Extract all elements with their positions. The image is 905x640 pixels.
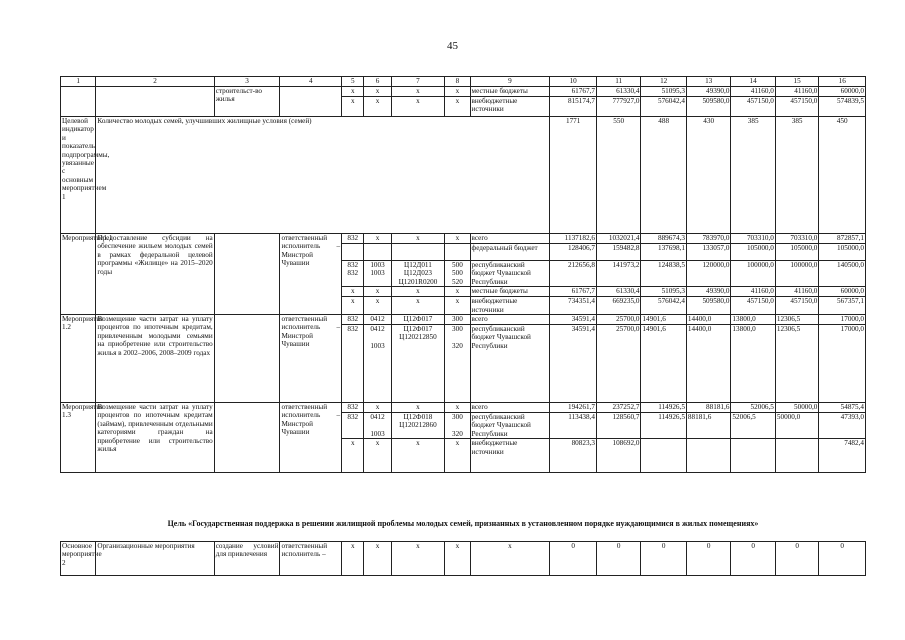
target-value: 430: [686, 117, 730, 234]
value-cell: 114926,5: [641, 403, 687, 413]
cell: x: [391, 87, 445, 97]
value-cell: 88181,6: [686, 403, 730, 413]
value-cell: 14901,6: [641, 325, 687, 403]
cell: 300 320: [445, 325, 470, 403]
value-cell: 41160,0: [731, 87, 775, 97]
page-number: 45: [447, 40, 458, 52]
cell: 1003 1003: [364, 261, 391, 287]
cell-text: строительст-во жилья: [214, 87, 280, 117]
value-cell: 61767,7: [550, 287, 597, 297]
value-cell: 889674,3: [641, 234, 687, 244]
value-cell: 80823,3: [550, 439, 597, 473]
value-cell: 509580,0: [686, 97, 730, 117]
value-cell: 61767,7: [550, 87, 597, 97]
measure-description: Возмещение части затрат на уплату процентов по ипотечным кредитам, привлеченным молодыми семьями на приобретение или строительство жилья в 2002–2006, 2008–2009 годах: [96, 315, 214, 403]
value-cell: 60000,0: [819, 87, 866, 97]
cell: x: [391, 297, 445, 315]
value-cell: 576042,4: [641, 97, 687, 117]
cell: x: [364, 97, 391, 117]
col-header: 3: [214, 77, 280, 87]
value-cell: 25700,0: [596, 315, 640, 325]
cell: 0412 1003: [364, 413, 391, 439]
target-value: 385: [775, 117, 818, 234]
cell: x: [342, 287, 364, 297]
value-cell: 50000,0: [775, 413, 818, 439]
value-cell: 51095,3: [641, 87, 687, 97]
cell: 832: [342, 403, 364, 413]
cell: Ц12Ф018 Ц120212860: [391, 413, 445, 439]
value-cell: 1032021,4: [596, 234, 640, 244]
responsible-executor: ответственный исполнитель – Минстрой Чувашии: [280, 315, 342, 403]
value-cell: 34591,4: [550, 315, 597, 325]
value-cell: 113438,4: [550, 413, 597, 439]
value-cell: 14901,6: [641, 315, 687, 325]
value-cell: 0: [686, 542, 730, 576]
value-cell: 52006,5: [731, 403, 775, 413]
cell: x: [445, 403, 470, 413]
cell: 300 320: [445, 413, 470, 439]
value-cell: 12306,5: [775, 325, 818, 403]
cell: x: [391, 542, 445, 576]
cell: 832: [342, 325, 364, 403]
funding-source: всего: [470, 315, 550, 325]
value-cell: 194261,7: [550, 403, 597, 413]
value-cell: 105000,0: [775, 244, 818, 261]
value-cell: 0: [596, 542, 640, 576]
value-cell: 13800,0: [731, 315, 775, 325]
value-cell: 17000,0: [819, 315, 866, 325]
cell: x: [342, 439, 364, 473]
value-cell: 815174,7: [550, 97, 597, 117]
value-cell: 124838,5: [641, 261, 687, 287]
value-cell: 17000,0: [819, 325, 866, 403]
value-cell: 47393,0: [819, 413, 866, 439]
measure-label: Основное мероприятие 2: [61, 542, 96, 576]
measure-label: Мероприятие1.1: [61, 234, 96, 315]
cell: 832: [342, 234, 364, 244]
value-cell: 50000,0: [775, 403, 818, 413]
value-cell: 114926,5: [641, 413, 687, 439]
cell: 0412: [364, 315, 391, 325]
target-indicator-row: [61, 117, 866, 234]
value-cell: 777927,0: [596, 97, 640, 117]
cell: x: [445, 234, 470, 244]
col-header: 2: [96, 77, 214, 87]
value-cell: 25700,0: [596, 325, 640, 403]
cell: x: [391, 234, 445, 244]
cell: x: [445, 297, 470, 315]
value-cell: 61330,4: [596, 87, 640, 97]
col-header: 13: [686, 77, 730, 87]
value-cell: 100000,0: [731, 261, 775, 287]
value-cell: 128560,7: [596, 413, 640, 439]
value-cell: 576042,4: [641, 297, 687, 315]
cell: x: [445, 542, 470, 576]
responsible-executor: ответственный исполнитель – Минстрой Чувашии: [280, 234, 342, 315]
cell-text: создание условий для привлечения: [214, 542, 280, 576]
cell: 300: [445, 315, 470, 325]
value-cell: 108692,0: [596, 439, 640, 473]
value-cell: 237252,7: [596, 403, 640, 413]
cell: Ц12Ф017 Ц120212850: [391, 325, 445, 403]
goal-heading: Цель «Государственная поддержка в решении жилищной проблемы молодых семей, признанных в установленном порядке нуждающимися в жилых помещениях»: [167, 519, 759, 528]
value-cell: 61330,4: [596, 287, 640, 297]
col-header: 6: [364, 77, 391, 87]
cell: x: [342, 297, 364, 315]
measure-label: Мероприятие 1.2: [61, 315, 96, 403]
cell: x: [342, 542, 364, 576]
target-value: 385: [731, 117, 775, 234]
col-header: 16: [819, 77, 866, 87]
value-cell: 141973,2: [596, 261, 640, 287]
cell: x: [364, 234, 391, 244]
funding-source: всего: [470, 234, 550, 244]
funding-source: республиканский бюджет Чувашской Республики: [470, 261, 550, 287]
value-cell: 0: [775, 542, 818, 576]
value-cell: 159482,8: [596, 244, 640, 261]
value-cell: 0: [731, 542, 775, 576]
cell: x: [342, 87, 364, 97]
cell: x: [391, 439, 445, 473]
cell: x: [364, 297, 391, 315]
program-table: [60, 76, 866, 473]
value-cell: 703310,0: [775, 234, 818, 244]
col-header: 1: [61, 77, 96, 87]
cell: x: [445, 439, 470, 473]
cell: x: [364, 403, 391, 413]
value-cell: 41160,0: [731, 287, 775, 297]
target-text: Количество молодых семей, улучшивших жилищные условия (семей): [96, 117, 550, 234]
target-value: 450: [819, 117, 866, 234]
value-cell: [775, 439, 818, 473]
value-cell: 783970,0: [686, 234, 730, 244]
cell: Ц12Д011 Ц12Д023 Ц1201R0200: [391, 261, 445, 287]
col-header: 4: [280, 77, 342, 87]
cell: x: [445, 287, 470, 297]
col-header: 7: [391, 77, 445, 87]
responsible-executor: ответственный исполнитель – Минстрой Чувашии: [280, 403, 342, 473]
cell: 832: [342, 413, 364, 439]
funding-source: республиканский бюджет Чувашской Республики: [470, 413, 550, 439]
value-cell: [731, 439, 775, 473]
target-value: 488: [641, 117, 687, 234]
funding-source: внебюджетные источники: [470, 297, 550, 315]
value-cell: 41160,0: [775, 287, 818, 297]
value-cell: 457150,0: [775, 97, 818, 117]
cell: x: [342, 97, 364, 117]
value-cell: 140500,0: [819, 261, 866, 287]
table-row: [61, 542, 866, 576]
value-cell: 703310,0: [731, 234, 775, 244]
value-cell: 574839,5: [819, 97, 866, 117]
cell: x: [364, 287, 391, 297]
value-cell: 14400,0: [686, 325, 730, 403]
col-header: 5: [342, 77, 364, 87]
cell: x: [364, 439, 391, 473]
funding-source: федеральный бюджет: [470, 244, 550, 261]
value-cell: 88181,6: [686, 413, 730, 439]
target-value: 1771: [550, 117, 597, 234]
value-cell: 60000,0: [819, 287, 866, 297]
cell: 0412 1003: [364, 325, 391, 403]
cell: x: [364, 87, 391, 97]
value-cell: 51095,3: [641, 287, 687, 297]
measure-description: Предоставление субсидии на обеспечение жильем молодых семей в рамках федеральной целевой программы «Жилище» на 2015–2020 годы: [96, 234, 214, 315]
value-cell: 7482,4: [819, 439, 866, 473]
value-cell: 133057,0: [686, 244, 730, 261]
value-cell: 105000,0: [819, 244, 866, 261]
value-cell: [686, 439, 730, 473]
value-cell: 14400,0: [686, 315, 730, 325]
value-cell: 872857,1: [819, 234, 866, 244]
value-cell: 509580,0: [686, 297, 730, 315]
funding-source: внебюджетные источники: [470, 439, 550, 473]
value-cell: 212656,8: [550, 261, 597, 287]
responsible-executor: ответственный исполнитель –: [280, 542, 342, 576]
col-header: 15: [775, 77, 818, 87]
funding-source: всего: [470, 403, 550, 413]
value-cell: 105000,0: [731, 244, 775, 261]
value-cell: 49390,0: [686, 287, 730, 297]
col-header: 10: [550, 77, 597, 87]
cell: 832: [342, 315, 364, 325]
funding-source: внебюджетные источники: [470, 97, 550, 117]
col-header: 14: [731, 77, 775, 87]
value-cell: 734351,4: [550, 297, 597, 315]
funding-source: x: [470, 542, 550, 576]
cell: x: [391, 403, 445, 413]
cell: 500 500 520: [445, 261, 470, 287]
value-cell: 34591,4: [550, 325, 597, 403]
value-cell: 0: [819, 542, 866, 576]
cell: x: [391, 287, 445, 297]
table-row: [61, 234, 866, 244]
value-cell: 41160,0: [775, 87, 818, 97]
col-header: 9: [470, 77, 550, 87]
value-cell: 49390,0: [686, 87, 730, 97]
value-cell: 52006,5: [731, 413, 775, 439]
value-cell: 13800,0: [731, 325, 775, 403]
table-row: [61, 87, 866, 97]
cell: 832 832: [342, 261, 364, 287]
value-cell: 0: [641, 542, 687, 576]
table-row: [61, 403, 866, 413]
funding-source: республиканский бюджет Чувашской Республики: [470, 325, 550, 403]
value-cell: 128406,7: [550, 244, 597, 261]
main-activity-2-table: [60, 541, 866, 576]
column-number-row: [61, 77, 866, 87]
value-cell: [641, 439, 687, 473]
cell: x: [391, 97, 445, 117]
value-cell: 0: [550, 542, 597, 576]
value-cell: 669235,0: [596, 297, 640, 315]
cell: x: [445, 97, 470, 117]
funding-source: местные бюджеты: [470, 87, 550, 97]
measure-label: Мероприятие 1.3: [61, 403, 96, 473]
table-row: [61, 315, 866, 325]
col-header: 11: [596, 77, 640, 87]
col-header: 12: [641, 77, 687, 87]
value-cell: 1137182,6: [550, 234, 597, 244]
value-cell: 100000,0: [775, 261, 818, 287]
measure-description: Организационные мероприятия: [96, 542, 214, 576]
value-cell: 54875,4: [819, 403, 866, 413]
cell: Ц12Ф017: [391, 315, 445, 325]
value-cell: 457150,0: [775, 297, 818, 315]
cell: x: [364, 542, 391, 576]
target-value: 550: [596, 117, 640, 234]
value-cell: 457150,0: [731, 97, 775, 117]
measure-description: Возмещение части затрат на уплату процентов по ипотечным кредитам (займам), привлеченным отдельными категориями граждан на приобретение или строительство жилья: [96, 403, 214, 473]
value-cell: 12306,5: [775, 315, 818, 325]
funding-source: местные бюджеты: [470, 287, 550, 297]
value-cell: 457150,0: [731, 297, 775, 315]
col-header: 8: [445, 77, 470, 87]
value-cell: 120000,0: [686, 261, 730, 287]
cell: x: [445, 87, 470, 97]
target-label: Целевой индикатор и показатель подпрограммы, увязанные с основным мероприятием 1: [61, 117, 96, 234]
value-cell: 567357,1: [819, 297, 866, 315]
value-cell: 137698,1: [641, 244, 687, 261]
